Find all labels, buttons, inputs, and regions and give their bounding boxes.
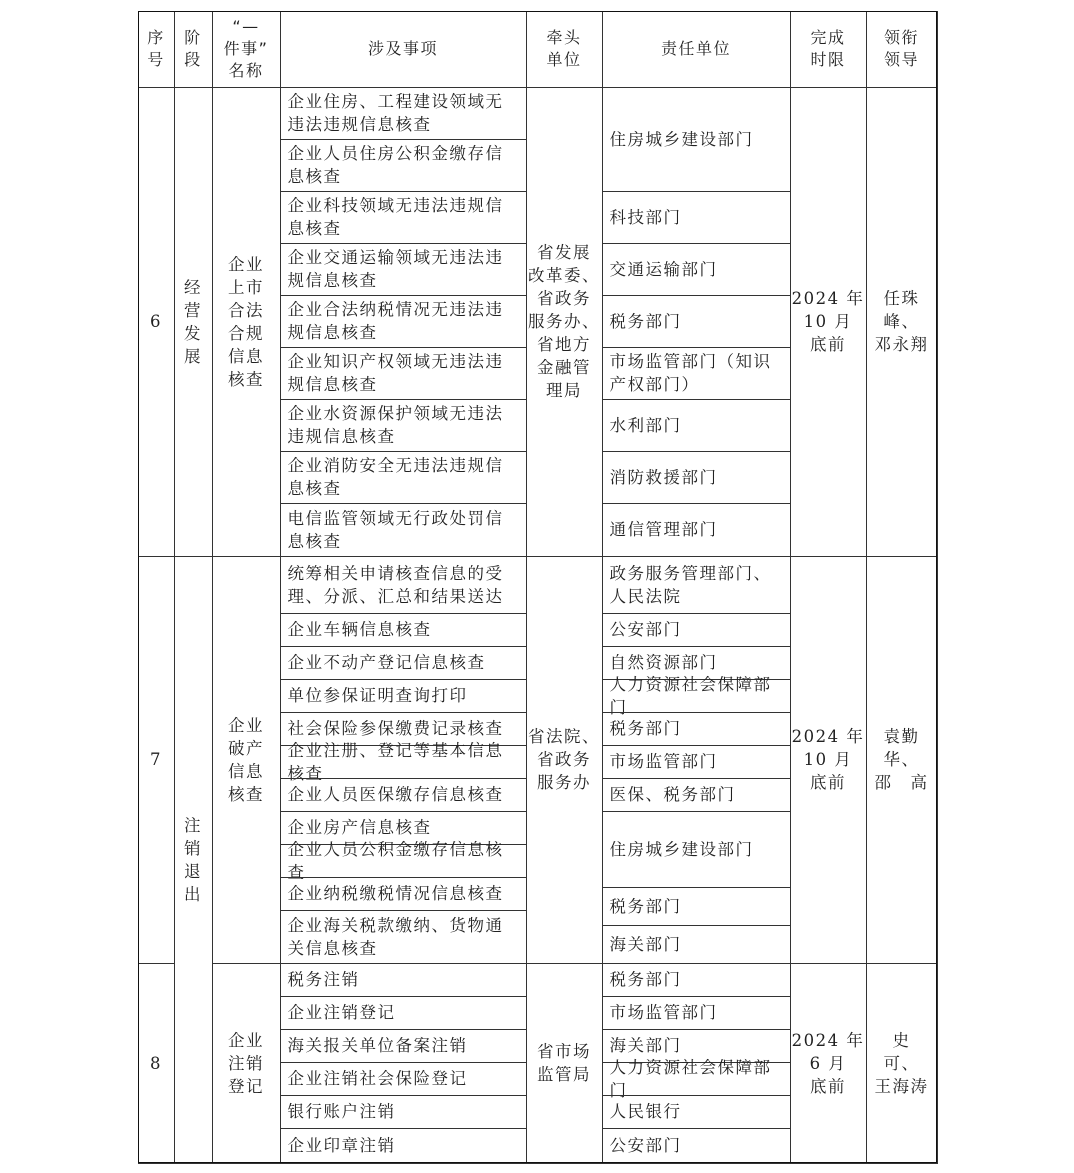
item-cell-text: 企业消防安全无违法违规信息核查 [287, 456, 504, 498]
responsible-unit-cell [602, 1057, 791, 1100]
header-leaders-text: 领衔 领导 [883, 28, 919, 69]
item-cell-text: 企业注销登记 [287, 1003, 396, 1022]
item-cell-text: 企业人员医保缴存信息核查 [287, 785, 504, 804]
responsible-unit-cell [602, 451, 791, 504]
item-cell [280, 399, 527, 452]
item-cell-text: 企业人员公积金缴存信息核查 [287, 839, 504, 882]
responsible-unit-cell [602, 243, 791, 296]
header-leaders [866, 11, 938, 88]
responsible-unit-cell-text: 税务部门 [609, 970, 682, 989]
item-cell [280, 503, 527, 557]
row-matter-name-text: 企业 上市 合法 合规 信息 核查 [228, 254, 264, 389]
responsible-unit-cell-text: 住房城乡建设部门 [609, 839, 754, 859]
row-leaders [866, 963, 938, 1164]
row-matter-name [212, 87, 281, 557]
item-cell [280, 1029, 527, 1063]
header-stage-text: 阶 段 [184, 28, 202, 69]
item-cell-text: 企业不动产登记信息核查 [287, 653, 486, 672]
item-cell [280, 1062, 527, 1096]
row-leaders-text: 任珠峰、 邓永翔 [874, 289, 929, 354]
row-lead-unit [526, 87, 603, 557]
responsible-unit-cell-text: 市场监管部门（知识产权部门） [609, 352, 772, 394]
responsible-unit-cell-text: 税务部门 [609, 311, 682, 331]
header-deadline [790, 11, 867, 88]
responsible-unit-cell-text: 税务部门 [609, 719, 682, 738]
item-cell-text: 银行账户注销 [287, 1102, 396, 1121]
row-deadline [790, 963, 867, 1164]
item-cell [280, 139, 527, 192]
responsible-unit-cell [602, 745, 791, 779]
responsible-unit-cell [602, 925, 791, 964]
header-responsible-text: 责任单位 [660, 39, 731, 58]
item-cell [280, 740, 527, 783]
row-matter-name-text: 企业 破产 信息 核查 [228, 715, 264, 804]
responsible-unit-cell-text: 医保、税务部门 [609, 785, 736, 804]
item-cell [280, 191, 527, 244]
row-deadline [790, 556, 867, 964]
item-cell [280, 877, 527, 911]
responsible-unit-cell-text: 交通运输部门 [609, 259, 718, 279]
item-cell [280, 451, 527, 504]
item-cell [280, 839, 527, 882]
responsible-unit-cell-text: 科技部门 [609, 207, 682, 227]
row-stage [174, 87, 213, 557]
item-cell [280, 1095, 527, 1129]
item-cell-text: 企业住房、工程建设领域无违法违规信息核查 [287, 92, 504, 134]
item-cell [280, 347, 527, 400]
header-lead [526, 11, 603, 88]
row-matter-name-text: 企业 注销 登记 [228, 1030, 264, 1096]
item-cell-text: 企业人员住房公积金缴存信息核查 [287, 144, 504, 186]
responsible-unit-cell [602, 295, 791, 348]
responsible-unit-cell-text: 税务部门 [609, 896, 682, 916]
responsible-unit-cell [602, 712, 791, 746]
responsible-unit-cell-text: 人力资源社会保障部门 [609, 674, 772, 717]
row-lead-unit-text: 省市场 监管局 [537, 1042, 591, 1084]
row-seq [138, 556, 175, 964]
responsible-unit-cell-text: 人民银行 [609, 1102, 682, 1121]
row-lead-unit [526, 556, 603, 964]
responsible-unit-cell-text: 政务服务管理部门、人民法院 [609, 563, 772, 606]
item-cell-text: 企业车辆信息核查 [287, 620, 432, 639]
header-seq-text: 序 号 [147, 28, 165, 69]
item-cell-text: 企业房产信息核查 [287, 818, 432, 837]
responsible-unit-cell-text: 消防救援部门 [609, 467, 718, 487]
item-cell [280, 778, 527, 812]
responsible-unit-cell [602, 503, 791, 557]
row-lead-unit [526, 963, 603, 1164]
responsible-unit-cell [602, 996, 791, 1030]
header-stage [174, 11, 213, 88]
responsible-unit-cell [602, 1128, 791, 1164]
header-items [280, 11, 527, 88]
item-cell [280, 679, 527, 713]
item-cell-text: 企业知识产权领域无违法违规信息核查 [287, 352, 504, 394]
header-deadline-text: 完成 时限 [810, 28, 846, 69]
row-stage-text: 注 销 退 出 [184, 815, 202, 904]
header-seq [138, 11, 175, 88]
row-stage-text: 经 营 发 展 [184, 277, 202, 366]
responsible-unit-cell-text: 住房城乡建设部门 [609, 129, 754, 149]
responsible-unit-cell [602, 778, 791, 812]
item-cell [280, 295, 527, 348]
row-lead-unit-text: 省法院、 省政务 服务办 [528, 727, 600, 792]
item-cell [280, 1128, 527, 1164]
header-name [212, 11, 281, 88]
header-responsible [602, 11, 791, 88]
item-cell-text: 企业水资源保护领域无违法违规信息核查 [287, 404, 504, 446]
header-name-text: “— 件事” 名称 [223, 17, 269, 80]
responsible-unit-cell-text: 水利部门 [609, 415, 682, 435]
responsible-unit-cell [602, 191, 791, 244]
responsible-unit-cell-text: 市场监管部门 [609, 752, 718, 771]
row-leaders [866, 87, 938, 557]
item-cell [280, 556, 527, 614]
row-leaders-text: 史 可、 王海涛 [874, 1030, 929, 1096]
row-seq-text: 6 [150, 312, 162, 331]
item-cell-text: 企业科技领域无违法违规信息核查 [287, 196, 504, 238]
responsible-unit-cell-text: 公安部门 [609, 1136, 682, 1155]
item-cell [280, 613, 527, 647]
responsible-unit-cell [602, 347, 791, 400]
row-deadline [790, 87, 867, 557]
item-cell-text: 企业印章注销 [287, 1136, 396, 1155]
responsible-unit-cell [602, 87, 791, 192]
item-cell-text: 企业海关税款缴纳、货物通关信息核查 [287, 915, 504, 958]
row-leaders-text: 袁勤华、 邵 高 [874, 727, 929, 792]
responsible-unit-cell-text: 海关部门 [609, 1036, 682, 1055]
responsible-unit-cell-text: 海关部门 [609, 934, 682, 954]
item-cell [280, 963, 527, 997]
responsible-unit-cell-text: 人力资源社会保障部门 [609, 1057, 772, 1100]
responsible-unit-cell [602, 963, 791, 997]
row-deadline-text: 2024 年 6 月 底前 [791, 1030, 865, 1096]
item-cell [280, 243, 527, 296]
item-cell-text: 社会保险参保缴费记录核查 [287, 719, 504, 738]
item-cell [280, 87, 527, 140]
responsible-unit-cell-text: 通信管理部门 [609, 520, 718, 539]
item-cell-text: 电信监管领域无行政处罚信息核查 [287, 508, 504, 551]
item-cell [280, 996, 527, 1030]
responsible-unit-cell [602, 1095, 791, 1129]
row-seq [138, 963, 175, 1164]
item-cell-text: 单位参保证明查询打印 [287, 686, 468, 705]
header-lead-text: 牵头 单位 [546, 28, 582, 69]
responsible-unit-cell [602, 811, 791, 888]
responsible-unit-cell [602, 399, 791, 452]
row-stage [174, 556, 213, 1164]
item-cell-text: 海关报关单位备案注销 [287, 1036, 468, 1055]
row-matter-name [212, 963, 281, 1164]
row-deadline-text: 2024 年 10 月 底前 [791, 727, 865, 792]
responsible-unit-cell [602, 613, 791, 647]
responsible-unit-cell [602, 674, 791, 717]
item-cell-text: 税务注销 [287, 970, 360, 989]
responsible-unit-cell [602, 556, 791, 614]
item-cell [280, 910, 527, 964]
row-deadline-text: 2024 年 10 月 底前 [791, 289, 865, 354]
header-items-text: 涉及事项 [367, 39, 438, 58]
responsible-unit-cell-text: 自然资源部门 [609, 653, 718, 672]
row-seq-text: 8 [150, 1053, 162, 1073]
row-lead-unit-text: 省发展 改革委、 省政务 服务办、 省地方 金融管 理局 [528, 243, 600, 400]
row-matter-name [212, 556, 281, 964]
responsible-unit-cell [602, 887, 791, 926]
row-seq-text: 7 [150, 750, 162, 769]
item-cell-text: 企业注册、登记等基本信息核查 [287, 740, 504, 783]
item-cell-text: 企业合法纳税情况无违法违规信息核查 [287, 300, 504, 342]
row-leaders [866, 556, 938, 964]
item-cell-text: 企业交通运输领域无违法违规信息核查 [287, 248, 504, 290]
responsible-unit-cell-text: 公安部门 [609, 620, 682, 639]
item-cell-text: 统筹相关申请核查信息的受理、分派、汇总和结果送达 [287, 563, 504, 606]
row-seq [138, 87, 175, 557]
item-cell [280, 646, 527, 680]
responsible-unit-cell-text: 市场监管部门 [609, 1003, 718, 1022]
item-cell-text: 企业纳税缴税情况信息核查 [287, 884, 504, 903]
item-cell-text: 企业注销社会保险登记 [287, 1069, 468, 1088]
